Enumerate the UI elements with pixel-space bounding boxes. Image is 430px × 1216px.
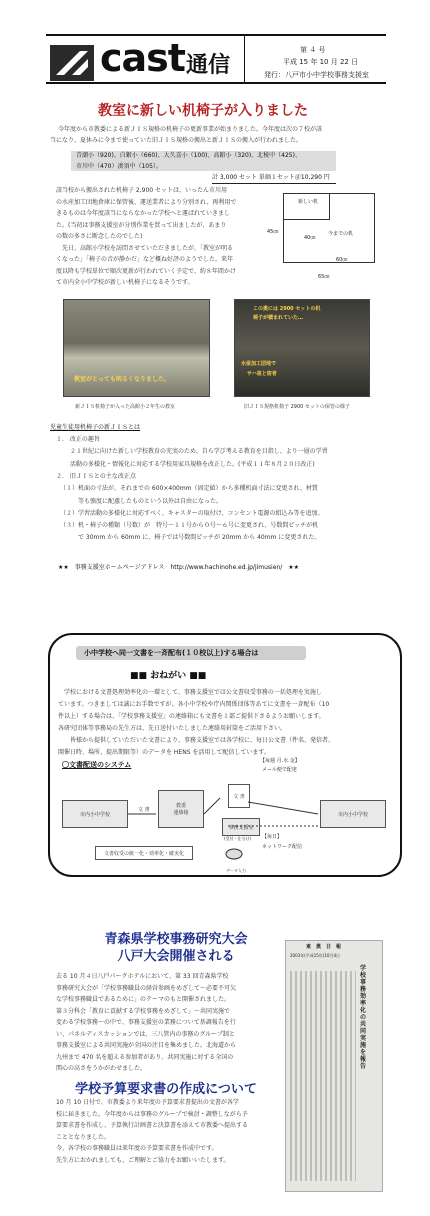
- schedule-label: 【毎週 月.水.金】: [260, 758, 300, 764]
- a2body-line: な学校事務職員であるために」のテーマのもと開催されました。: [56, 996, 231, 1003]
- article1-intro-1: 今年度から市教委による新ＪＩＳ規格の机椅子の更新事業が始まりました。今年度は次の７校が該: [58, 126, 323, 133]
- document-icon: 文 書: [228, 784, 250, 808]
- clipping-text-columns: [290, 971, 356, 1181]
- dim-60: 60㎝: [336, 257, 348, 263]
- jis-line: （１）机面の寸法が、それまでの 600×400mm（固定値）から多種机面寸法に変更され、材質: [60, 485, 318, 493]
- a3body-line: 先生方におかれましても、ご理解とご協力をお願いいたします。: [56, 1156, 230, 1164]
- photo2-overlay-1: この奥には 2900 セットの机: [253, 306, 321, 312]
- a1body-line: 度以降も学校単位で順次更新が行われていく予定で、約８年間かけ: [56, 267, 236, 275]
- old-desk-label: 今までの机: [328, 231, 354, 237]
- a1body-line: くなった」「椅子の音が静かだ」など概ね好評のようでした。来年: [56, 256, 234, 263]
- bottom-slogan: 文書収受の統一化・効率化・確実化: [95, 846, 193, 860]
- a2body-line: 九州まで 470 名を超える参加者があり、共同実施に対する全国の: [56, 1053, 234, 1061]
- classroom-photo: [63, 299, 210, 397]
- header-divider: [244, 36, 245, 82]
- article2-title-2: 八戸大会開催される: [117, 949, 235, 964]
- system-title: 〇文書配送のシステム: [62, 761, 132, 769]
- a2body-line: い、パネルディスカッションでは、三八管内の事務のグループ制と: [56, 1030, 235, 1038]
- warehouse-photo: [234, 299, 370, 397]
- a3body-line: 今、各学校の事務職員は来年度の予算要求書を作成中です。: [56, 1145, 218, 1152]
- dim-45: 45㎝: [267, 229, 279, 235]
- a3body-line: こととなりました。: [56, 1133, 111, 1141]
- network-label: ネットワーク配信: [262, 844, 303, 850]
- school-list-2: 市川中（470）湊須中（105）。: [76, 163, 162, 170]
- article3-title: 学校予算要求書の作成について: [75, 1082, 257, 1097]
- a2body-line: 去る 10 月４日八戸パークホテルにおいて、第 33 回青森県学校: [56, 973, 229, 980]
- notice-title: 小中学校へ同一文書を一斉配布(１０校以上)する場合は: [84, 649, 259, 657]
- school-right-box: 市内小中学校: [320, 800, 386, 828]
- a3body-line: 算要求書を作成し、予算執行計画書と決算書を添えて市教委へ提出する: [56, 1122, 249, 1129]
- a1body-line: の水産加工団地倉庫に保管後、運送業者により分別され、再利用で: [56, 198, 237, 206]
- a3body-line: 10 月 10 日付で、市教委より来年度の予算要求書提出の文書が各学: [56, 1099, 239, 1106]
- a2body-line: 事務支援室による共同実施が全国の注目を集めました。北海道から: [56, 1042, 237, 1049]
- clipping-headline: 学校事務効率化の共同実施を報告: [360, 965, 367, 1070]
- daily-label: 【毎日】: [262, 834, 283, 840]
- a3body-line: 校に届きました。今年度からは事務のグループで検討・調整しながら予: [56, 1110, 248, 1118]
- header-top-rule: [46, 34, 386, 36]
- a1body-line: の数の多さに断念したのでした): [56, 233, 143, 240]
- a1body-line: 先日、高館小学校を訪問させていただきましたが、「教室が明る: [56, 244, 234, 252]
- a2body-line: 第３分科会「教育に貢献する学校事務をめざして」～共同実施で: [56, 1007, 231, 1015]
- photo2-caption: 旧ＪＩＳ規格机椅子 2900 セットの保管の様子: [244, 404, 350, 410]
- jis-line: ２. 旧ＪＩＳとの主な改正点: [56, 472, 136, 480]
- cast-logo-mark: [50, 45, 94, 81]
- article1-intro-2: 当になり、夏休みに今まで使っていた旧ＪＩＳ規格の搬出と新ＪＩＳの搬入が行われました。: [50, 137, 303, 144]
- a2body-line: 変わる学校事務～の中で、事務支援室の業務について基調報告を行: [56, 1019, 236, 1026]
- homepage-line[interactable]: ★★ 事務支援室ホームページアドレス http://www.hachinohe.ed.jp/jimusien/ ★★: [58, 564, 299, 571]
- notice-line: 皆様から提供していただいた文書により、事務支援室では各学校に、毎日公文書（件名、発信者、: [64, 737, 335, 744]
- school-list-1: 青潮小（920)、白銀小（660)、大久喜小（100)、高館小（320)、北稜中（425)、: [76, 152, 301, 159]
- a1body-line: 該当校から搬出された机椅子 2,900 セットは、いったん市川用: [56, 187, 227, 194]
- office-box: 事務支援室: [222, 818, 260, 836]
- notice-line: 開催日時、場所、提出期限等）のデータを HENS を活用して配信しています。: [58, 749, 270, 756]
- a1body-line: きるものは今年度該当にならなかった学校へと運ばれていきまし: [56, 210, 231, 217]
- photo2-overlay-3: 水産加工団地で: [241, 361, 277, 367]
- clipping-date: 2003年(平成15年)10月4日: [290, 953, 341, 958]
- school-left-box: 市内小中学校: [62, 800, 128, 828]
- jis-line: １. 改正の趣旨: [56, 436, 100, 443]
- receive-label: (受付・仕分け): [224, 836, 252, 841]
- notice-subtitle: ■■ おねがい ■■: [130, 671, 207, 681]
- total-underline: [212, 183, 336, 184]
- desk-diagram: [283, 193, 375, 263]
- photo1-caption: 新ＪＩＳ机椅子が入った高館小２年生の教室: [75, 404, 176, 410]
- a1body-line: た。(当初は事務支援室が分別作業を買って出ましたが、あまり: [56, 221, 227, 229]
- jis-line: で 30mm から 60mm に、椅子では号数間ピッチが 20mm から 40mm に変更された。: [60, 534, 321, 542]
- issue-number: 第 ４ 号: [300, 46, 326, 54]
- system-arrows: [48, 780, 398, 870]
- jis-heading: 児童生徒用机椅子の新ＪＩＳとは: [50, 424, 141, 431]
- issue-date: 平成 15 年 10 月 22 日: [283, 58, 359, 66]
- jis-line: 等も強度に配慮したものという以外は自由になった。: [60, 497, 223, 505]
- data-input-label: データ入力: [226, 868, 246, 873]
- new-desk-label: 新しい机: [298, 199, 319, 205]
- photo2-overlay-4: サハ祖と宿者: [247, 371, 277, 377]
- jis-line: ２１世紀に向けた新しい学校教育の充実のため、自ら学び考える教育を目指し、より一層の学習: [70, 448, 328, 456]
- photo1-overlay-text: 教室がとっても明るくなりました。: [74, 376, 170, 383]
- total-cost: 計 3,000 セット 単価１セット＠10,290 円: [212, 174, 330, 181]
- jis-line: （２）学習活動の多様化に対応すべく、キャスターの取付け、コンセント電源の組込み等を追加。: [60, 509, 324, 517]
- a2body-line: 事務研究大会が「学校事務職員の経営参画をめざして～必要不可欠: [56, 984, 237, 992]
- jis-line: 活動の多様化・情報化に対応する学校用家具規格を改正した。(平成１１年８月２０日改正): [70, 460, 315, 468]
- publisher: 発行：八戸市小中学校事務支援室: [264, 71, 369, 79]
- brand-name: cast: [100, 36, 185, 80]
- notice-line: 各研究団体等事務局の先生方は、先日送付いたしました連絡用封筒をご活用下さい。: [58, 725, 287, 732]
- a1body-line: て市内全小中学校が新しい机椅子になるそうです。: [56, 279, 194, 286]
- dim-40: 40㎝: [304, 235, 316, 241]
- doc-label-1: 文 書: [138, 807, 150, 813]
- board-box: 教委 連絡箱: [158, 790, 204, 828]
- a2body-line: 関心の高さをうかがわせました。: [56, 1065, 147, 1072]
- notice-line: 学校における文書処理効率化の一環として、事務支援室では公文書収受事務の一括処理を実施し: [64, 689, 322, 696]
- jis-line: （３）机・椅子の種類（号数）が 特号～１１号から０号～６号に変更され、号数間ピッチが机: [60, 522, 319, 530]
- clipping-masthead: 東 奥 日 報: [306, 944, 342, 950]
- notice-line: 件以上）する場合は、「学校事務支援室」の連絡箱にも文書を１部ご提供下さるようお願いします。: [58, 713, 325, 720]
- photo2-overlay-2: 椅子が積まれていた…: [253, 315, 304, 321]
- brand-subtitle: 通信: [186, 53, 231, 78]
- header-bottom-rule: [46, 82, 386, 84]
- newspaper-clipping: [285, 940, 383, 1192]
- notice-line: ています。つきましては誠にお手数ですが、各小中学校や庁内関係団体等あてに文書を一斉配布（10: [58, 701, 330, 708]
- mail-label: メール便で配達: [262, 767, 297, 773]
- article2-title-1: 青森県学校事務研究大会: [104, 932, 248, 947]
- dim-65: 65㎝: [318, 274, 330, 280]
- article1-title: 教室に新しい机椅子が入りました: [98, 103, 308, 119]
